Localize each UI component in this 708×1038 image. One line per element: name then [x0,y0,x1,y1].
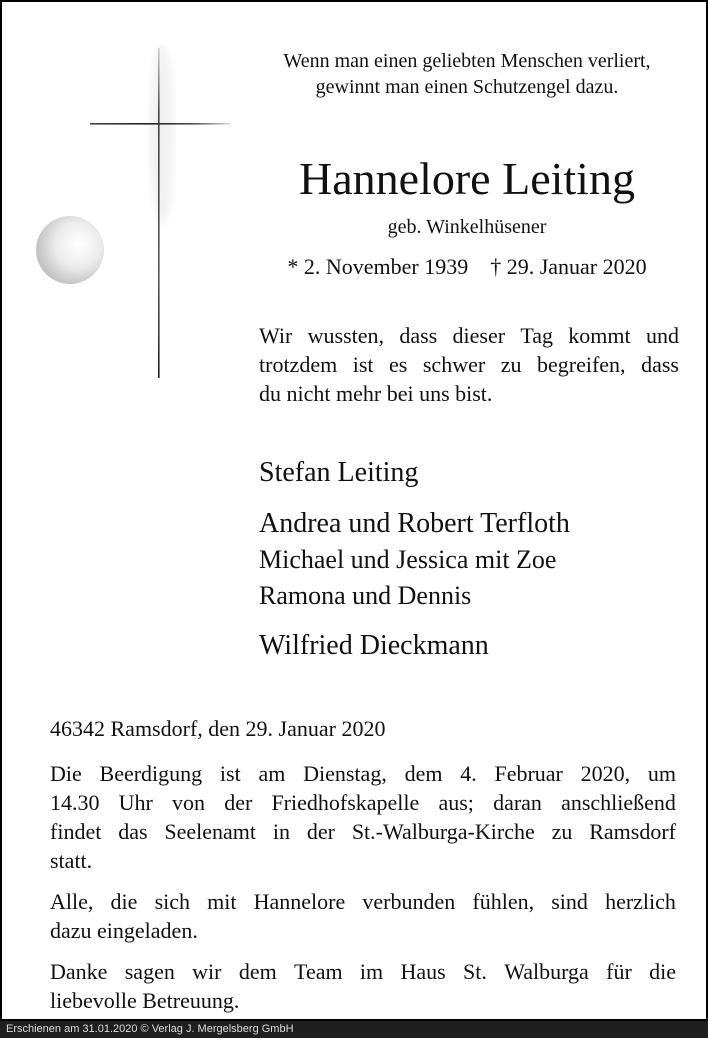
word: der [224,790,253,815]
thanks-line: liebevolle Betreuung. [50,988,240,1013]
word: zu [551,819,573,844]
word: Beerdigung [99,761,203,786]
message-line [259,350,679,379]
quote-line: gewinnt man einen Schutzengel dazu. [315,76,619,98]
location-date: 46342 Ramsdorf, den 29. Januar 2020 [50,716,386,741]
mourner: Stefan Leiting [259,457,419,488]
word: für [606,959,632,984]
word: kommt [568,323,631,348]
word: dass [641,352,679,377]
deceased-name: Hannelore Leiting [299,153,635,204]
word: Walburga [504,959,589,984]
word: verbunden [362,889,456,914]
word: Friedhofskapelle [271,790,420,815]
word: schwer [422,352,486,377]
word: trotzdem [259,352,338,377]
word: und [645,323,679,348]
word: anschließend [561,790,676,815]
word: 4. [460,761,477,786]
word: ist [219,761,241,786]
word: das [118,819,148,844]
word: 2020, [580,761,631,786]
word: die [649,959,676,984]
word: der [306,819,335,844]
mourner: Michael und Jessica mit Zoe [259,545,557,574]
funeral-line [50,817,676,846]
word: dem [238,959,277,984]
word: sagen [124,959,175,984]
word: Dienstag, [303,761,387,786]
word: sind [551,889,588,914]
word: zu [500,352,522,377]
word: mit [207,889,237,914]
mourner: Wilfried Dieckmann [259,630,489,661]
cross-icon [30,44,250,384]
word: Alle, [50,889,94,914]
word: Haus [400,959,446,984]
word: Team [294,959,343,984]
word: wir [192,959,222,984]
invitation-line: dazu eingeladen. [50,918,198,943]
word: daran [493,790,542,815]
funeral-line [50,759,676,788]
mourning-message [259,321,679,408]
word: 14.30 [50,790,100,815]
quote [232,48,702,100]
mourner: Ramona und Dennis [259,581,472,610]
word: Hannelore [253,889,346,914]
word: von [172,790,206,815]
word: wussten, [307,323,385,348]
word: Die [50,761,82,786]
word: Uhr [118,790,153,815]
death-date: † 29. Januar 2020 [490,254,647,279]
life-dates [232,253,702,281]
invitation [50,887,676,945]
funeral-line: statt. [50,848,93,873]
message-line [259,321,679,350]
funeral-line [50,788,676,817]
word: sich [154,889,191,914]
word: Wir [259,323,293,348]
thanks-line [50,957,676,986]
word: die [110,889,138,914]
word: in [272,819,290,844]
birth-name: geb. Winkelhüsener [387,216,547,238]
thanks [50,957,676,1015]
word: fühlen, [472,889,535,914]
word: St.-Walburga-Kirche [351,819,535,844]
word: begreifen, [536,352,626,377]
word: St. [463,959,487,984]
word: findet [50,819,102,844]
word: dieser [452,323,506,348]
word: Danke [50,959,108,984]
quote-line: Wenn man einen geliebten Menschen verliert, [283,50,651,72]
message-line: du nicht mehr bei uns bist. [259,381,493,406]
word: Seelenamt [164,819,257,844]
invitation-line [50,887,676,916]
publication-footer: Erschienen am 31.01.2020 © Verlag J. Mergelsberg GmbH [0,1021,708,1038]
word: aus; [438,790,474,815]
word: Tag [520,323,553,348]
word: ist [352,352,374,377]
funeral-details [50,714,676,1015]
funeral-info [50,759,676,875]
word: Februar [494,761,563,786]
word: dass [399,323,438,348]
word: Ramsdorf [589,819,676,844]
word: im [359,959,384,984]
word: herzlich [605,889,676,914]
birth-date: * 2. November 1939 [287,254,469,279]
word: dem [404,761,443,786]
mourners-list [259,454,699,664]
word: um [647,761,676,786]
word: es [389,352,408,377]
word: am [258,761,286,786]
mourner: Andrea und Robert Terfloth [259,508,570,539]
